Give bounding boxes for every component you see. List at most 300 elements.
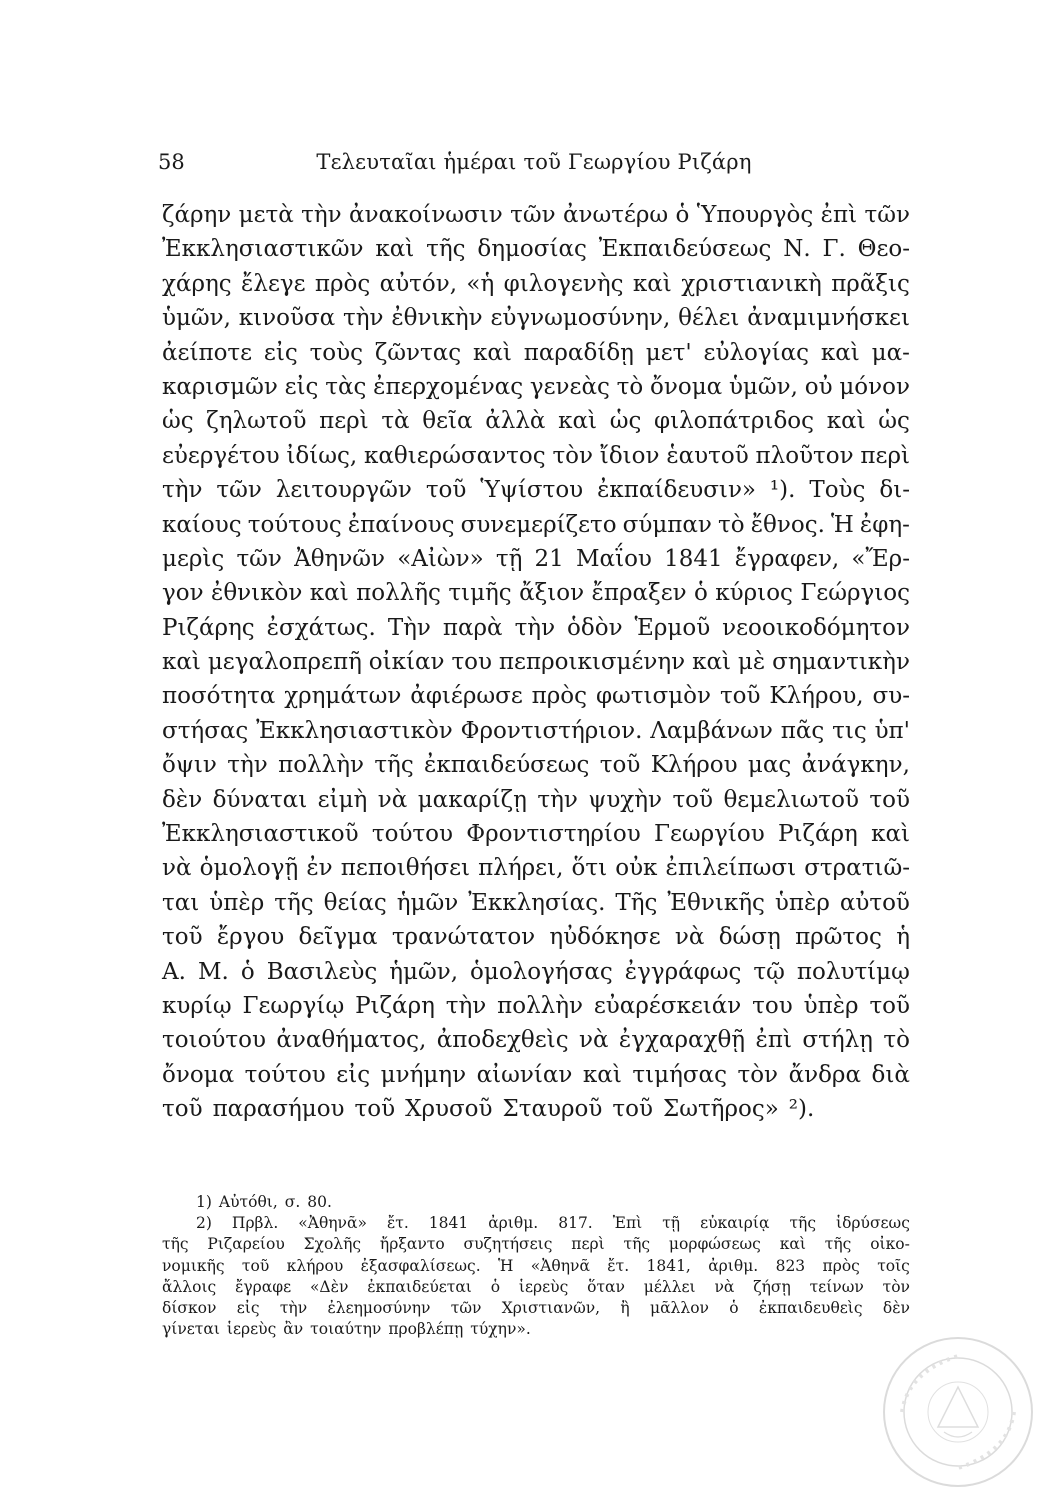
word: ἀνακοίνωσιν (349, 202, 503, 228)
word: ὡς (609, 408, 642, 435)
word: πολυτίμῳ (796, 958, 910, 985)
word: πρὸς (531, 683, 588, 710)
word: συνεμερίζετο (460, 511, 617, 538)
word: μας (747, 752, 792, 779)
word: δημοσίας (477, 236, 587, 263)
word: καὶ (309, 580, 349, 607)
word: Ἐθνικῆς (667, 889, 765, 916)
word: ὅταν (587, 1277, 625, 1296)
word: ὅτι (571, 855, 608, 882)
word: ὁ (240, 958, 255, 985)
word: ἂν (283, 1320, 304, 1339)
word: τοῦ (869, 992, 910, 1019)
word: νὰ (674, 924, 705, 951)
word: εἰς (336, 1061, 371, 1088)
word: μέλλει (643, 1277, 696, 1296)
word: ἀναθήματος, (276, 1027, 427, 1054)
text-line (162, 267, 910, 301)
word: Ἐκκλησίας. (468, 889, 606, 916)
word: ποσότητα (162, 683, 276, 710)
word: τὸν (737, 1061, 779, 1088)
word: ἴδιον (599, 442, 660, 469)
word: τιμῆς (448, 580, 512, 607)
word: τὰς (325, 373, 367, 400)
word: αὐτόν, (379, 270, 458, 297)
word: Ἐκπαιδεύσεως (598, 236, 772, 263)
word: του (752, 992, 793, 1019)
word: 1841 (664, 545, 723, 572)
word: εἰμὴ (317, 786, 368, 813)
word: ¹). (769, 477, 796, 504)
word: Ριζάρη (355, 992, 435, 1019)
word: ὑπὲρ (774, 889, 830, 916)
word: θείας (323, 889, 387, 916)
word: ἐσχάτως. (266, 614, 376, 641)
word: ἀποδεχθεὶς (436, 1027, 569, 1054)
text-line (162, 232, 910, 266)
word: μα- (871, 339, 910, 366)
word: τῆς (426, 236, 466, 263)
word: τις (832, 717, 867, 744)
word: τὸ (718, 511, 745, 538)
word: ἐκπαιδεύσεως (424, 752, 590, 779)
word: ὡς (162, 408, 194, 435)
word: ἀνωτέρω (562, 202, 669, 228)
word: Ἑρμοῦ (634, 614, 711, 641)
word: ἄνδρα (788, 1061, 861, 1088)
word: μεγαλοπρεπῆ (207, 649, 362, 676)
word: κινοῦσα (238, 305, 336, 332)
text-line (162, 1058, 910, 1092)
word: Μαΐου (575, 545, 652, 572)
word: Λαμβάνων (650, 717, 773, 744)
footnote-1 (162, 1192, 910, 1213)
word: τιμήσας (632, 1061, 727, 1088)
word: πεποιθήσει (340, 855, 471, 882)
word: οἰκίαν (368, 649, 445, 676)
word: χρημάτων (284, 683, 402, 710)
footnote-2-line (162, 1256, 910, 1277)
word: Σχολῆς (303, 1235, 362, 1254)
word: τοῦ (241, 1256, 270, 1275)
text-line (162, 404, 910, 438)
word: ἐγγράφως (624, 958, 742, 985)
word: ἱερεὺς (518, 1277, 569, 1296)
word: «Ἔρ- (851, 545, 910, 572)
word: ὑπὲρ (803, 992, 859, 1019)
word: περὶ (319, 408, 369, 435)
word: τῇ (495, 545, 523, 572)
word: Ριζαρείου (207, 1235, 285, 1254)
word: πρὸς (314, 270, 371, 297)
word: Ἡ (498, 1256, 514, 1275)
word: καὶ (871, 821, 910, 848)
word: καὶ (632, 270, 672, 297)
word: τὸ (616, 373, 644, 400)
word: ἐν (306, 855, 333, 882)
word: τῶν (864, 202, 910, 228)
word: παραδίδῃ (523, 339, 634, 366)
word: Γεώργιος (800, 580, 910, 607)
word: ἐπερχομένας (373, 373, 524, 400)
word: ἐφη- (859, 511, 910, 538)
word: Κλήρου (650, 752, 738, 779)
word: τοιούτου (162, 1027, 266, 1054)
word: νὰ (578, 1027, 609, 1054)
word: τῶν (450, 1298, 482, 1317)
word: ἔθνος. (750, 511, 825, 538)
word: στήσας (162, 717, 249, 744)
word: δι- (879, 477, 910, 504)
word: παρὰ (442, 614, 503, 641)
word: σημαντικὴν (772, 649, 910, 676)
word: τὴν (514, 614, 556, 641)
text-line (162, 645, 910, 679)
word: ἔλεγε (241, 270, 306, 297)
word: ὄνομα (650, 373, 723, 400)
word: τοῦ (599, 752, 641, 779)
word: του (451, 649, 493, 676)
word: Τὴν (387, 614, 431, 641)
word: «Δὲν (309, 1277, 349, 1296)
word: δίσκον (162, 1298, 217, 1317)
word: περὶ (860, 442, 910, 469)
word: ἐκπαίδευσιν» (597, 477, 756, 504)
word: δώσῃ (718, 924, 781, 951)
word: περὶ (571, 1235, 605, 1254)
word: χάρης (162, 270, 232, 297)
word: τῶν (510, 202, 556, 228)
word: καὶ (779, 1235, 806, 1254)
word: νὰ (162, 855, 192, 882)
word: γενεὰς (529, 373, 610, 400)
word: νεοοικοδόμητον (722, 614, 910, 641)
word: πρὸς (822, 1256, 860, 1275)
word: ζηλωτοῦ (206, 408, 307, 435)
word: Ν. (783, 236, 811, 263)
university-seal-stamp (878, 1332, 1038, 1492)
word: ται (162, 889, 200, 916)
word: τῆς (162, 1235, 189, 1254)
word: ὁ (675, 202, 690, 228)
word: ἐθνικὸν (210, 580, 303, 607)
word: αὐτοῦ (839, 889, 910, 916)
text-line (162, 1023, 910, 1057)
word: τῆς (374, 752, 414, 779)
word: τούτου (371, 821, 453, 848)
word: τούτου (244, 1061, 326, 1088)
word: «ἡ (466, 270, 495, 297)
word: ἡμῶν (396, 889, 459, 916)
word: πλοῦτον (755, 442, 854, 469)
word: ἐγχαραχθῇ (618, 1027, 746, 1054)
text-line (162, 783, 910, 817)
word: οὐκ (615, 855, 658, 882)
word: τῆς (824, 1235, 852, 1254)
word: καὶ (375, 236, 415, 263)
word: πεπροικισμένην (498, 649, 686, 676)
word: Θεο- (857, 236, 910, 263)
word: Φροντιστήριον. (460, 717, 643, 744)
word: μορφώσεως (668, 1235, 761, 1254)
word: στήλῃ (802, 1027, 873, 1054)
word: μνήμην (380, 1061, 467, 1088)
word: τοῦ (425, 477, 467, 504)
word: ἔπραξεν (591, 580, 687, 607)
word: ἡ (896, 924, 910, 951)
word: ὁ (729, 1298, 739, 1317)
word: μὲ (737, 649, 766, 676)
word: ἱερεὺς (226, 1320, 277, 1339)
word: καίους (162, 511, 242, 538)
word: Σταυροῦ (502, 1096, 603, 1123)
word: Ἐκκλησιαστικῶν (162, 236, 364, 263)
word: Ἡ (831, 511, 854, 538)
text-line (162, 1092, 910, 1126)
word: Γεωργίου (654, 821, 765, 848)
word: δὲν (162, 786, 203, 813)
text-line (162, 439, 910, 473)
word: χριστιανικὴ (681, 270, 822, 297)
word: 823 (775, 1256, 806, 1275)
word: ἐκπαιδεύεται (367, 1277, 472, 1296)
text-line (162, 542, 910, 576)
word: ἀναμιμνήσκει (747, 305, 910, 332)
word: ἐπαίνους (347, 511, 455, 538)
word: καὶ (582, 1061, 622, 1088)
word: νομικῆς (162, 1256, 225, 1275)
word: Χριστιανῶν, (501, 1298, 601, 1317)
word: ἐπὶ (820, 202, 858, 228)
word: θεμελιωτοῦ (723, 786, 859, 813)
word: πολλὴν (278, 752, 364, 779)
word: μετ' (645, 339, 692, 366)
word: τὸν (552, 442, 593, 469)
word: 21 (534, 545, 564, 572)
word: ὑμῶν, (162, 305, 231, 332)
word: τῶν (236, 545, 282, 572)
word: πλήρει, (478, 855, 564, 882)
word: εὐγνωμοσύνην, (490, 305, 671, 332)
body-text (162, 198, 910, 1127)
word: Χρυσοῦ (405, 1096, 493, 1123)
word: εὐλογίας (703, 339, 810, 366)
word: πολλὴν (497, 992, 584, 1019)
word: τὴν (537, 786, 578, 813)
word: καὶ (162, 649, 201, 676)
word: ἱδρύσεως (836, 1214, 910, 1233)
footnotes (162, 1192, 910, 1340)
text-line (162, 301, 910, 335)
word: τὸν (882, 1277, 910, 1296)
word: Πρβλ. (231, 1214, 279, 1233)
word: δὲν (882, 1298, 910, 1317)
word: ἔτ. (386, 1214, 409, 1233)
word: ὁμολογήσας (470, 958, 613, 985)
word: ἔγραφε (235, 1277, 292, 1296)
word: Γ. (822, 236, 846, 263)
word: 1) (196, 1193, 212, 1211)
word: τοῦ (869, 786, 910, 813)
footnote-2-line (162, 1234, 910, 1255)
word: σ. (284, 1193, 301, 1211)
word: ἢ (620, 1298, 630, 1317)
word: καὶ (692, 649, 732, 676)
word: ἔτ. (607, 1256, 630, 1275)
word: πρᾶξις (831, 270, 910, 297)
word: ἔγραφεν, (734, 545, 840, 572)
text-line (162, 473, 910, 507)
text-line (162, 198, 910, 232)
word: τὴν (279, 1298, 308, 1317)
word: τοῦ (162, 1096, 203, 1123)
word: ὁ (694, 580, 708, 607)
footnote-2-line (162, 1277, 910, 1298)
word: σύμπαν (622, 511, 712, 538)
word: Βασιλεὺς (266, 958, 378, 985)
word: αἰωνίαν (476, 1061, 573, 1088)
word: παρασήμου (212, 1096, 345, 1123)
word: ἐθνικὴν (391, 305, 483, 332)
word: 2) (196, 1214, 212, 1233)
word: ἰδίως, (286, 442, 358, 469)
word: μετὰ (238, 202, 294, 228)
word: 80. (307, 1193, 332, 1211)
text-line (162, 508, 910, 542)
word: τῆς (789, 1214, 816, 1233)
word: ἡμῶν, (389, 958, 459, 985)
word: «Ἀθηνᾶ» (298, 1214, 367, 1233)
word: «Αἰὼν» (397, 545, 484, 572)
word: πρῶτος (795, 924, 882, 951)
word: τοῦ (719, 683, 761, 710)
word: Ἐκκλησιαστικὸν (256, 717, 453, 744)
text-line (162, 370, 910, 404)
word: νὰ (377, 786, 408, 813)
word: φιλοπάτριδος (653, 408, 815, 435)
running-title: Τελευταῖαι ἡμέραι τοῦ Γεωργίου Ριζάρη (316, 150, 752, 174)
word: ψυχὴν (588, 786, 662, 813)
word: τοῦ (672, 786, 713, 813)
word: ἄλλοις (162, 1277, 217, 1296)
word: πᾶς (780, 717, 825, 744)
word: ἐπὶ (755, 1027, 792, 1054)
word: 817. (558, 1214, 593, 1233)
word: κύριος (715, 580, 793, 607)
word: Τῆς (615, 889, 658, 916)
footnote-2-line (162, 1213, 910, 1234)
word: τὰ (381, 408, 410, 435)
word: 1841, (646, 1256, 691, 1275)
word: συ- (872, 683, 910, 710)
word: προβλέπῃ (388, 1320, 464, 1339)
word: εἰς (284, 373, 319, 400)
word: τῶν (216, 477, 262, 504)
word: τοῖς (877, 1256, 910, 1275)
word: ἐλεημοσύνην (327, 1298, 431, 1317)
word: καρισμῶν (162, 373, 278, 400)
word: Ἀθηνῶν (294, 545, 386, 572)
word: τῆς (623, 1235, 651, 1254)
text-line (162, 714, 910, 748)
word: μερὶς (162, 545, 225, 572)
running-head (158, 150, 910, 190)
text-line (162, 611, 910, 645)
word: ὡς (878, 408, 910, 435)
word: ἐκπαιδευθεὶς (758, 1298, 863, 1317)
word: γίνεται (162, 1320, 220, 1339)
word: ἑαυτοῦ (666, 442, 749, 469)
word: κυρίῳ (162, 992, 232, 1019)
word: καὶ (473, 339, 512, 366)
footnote-2-line (162, 1319, 910, 1340)
word: ὄνομα (162, 1061, 235, 1088)
word: ὁδὸν (567, 614, 623, 641)
word: Ὑπουργὸς (696, 202, 814, 228)
word: 1841 (428, 1214, 469, 1233)
word: ὁμολογῇ (199, 855, 299, 882)
word: τύχην». (470, 1320, 531, 1339)
word: ὑπὲρ (209, 889, 265, 916)
text-line (162, 748, 910, 782)
footnote-2-line (162, 1298, 910, 1319)
text-line (162, 679, 910, 713)
text-line (162, 576, 910, 610)
word: Ἐκκλησιαστικοῦ (162, 821, 359, 848)
word: Ἐπὶ (612, 1214, 643, 1233)
word: ὄψιν (162, 752, 217, 779)
word: πολλῆς (356, 580, 441, 607)
word: τὴν (162, 477, 203, 504)
word: ἤρξαντο (379, 1235, 445, 1254)
word: τοιαύτην (310, 1320, 382, 1339)
word: μακαρίζῃ (417, 786, 527, 813)
text-line (162, 336, 910, 370)
word: τρανώτατον (391, 924, 536, 951)
page-number: 58 (158, 150, 185, 174)
word: ἀφιέρωσε (410, 683, 523, 710)
word: οἰκο- (870, 1235, 910, 1254)
word: μόνον (839, 373, 910, 400)
word: ὑμῶν, (728, 373, 798, 400)
word: εὐκαιρίᾳ (700, 1214, 770, 1233)
word: καθιερώσαντος (364, 442, 546, 469)
word: θεῖα (422, 408, 473, 435)
word: τοὺς (309, 339, 363, 366)
word: εὐαρέσκειάν (593, 992, 742, 1019)
word: ὑπ' (874, 717, 910, 744)
word: τῇ (662, 1214, 681, 1233)
word: ηὐδόκησε (549, 924, 661, 951)
word: Α. (162, 958, 186, 985)
word: ἄξιον (519, 580, 585, 607)
word: καὶ (820, 339, 860, 366)
word: Κλήρου, (769, 683, 864, 710)
word: μᾶλλον (650, 1298, 709, 1317)
word: Φροντιστηρίου (466, 821, 641, 848)
word: δεῖγμα (298, 924, 378, 951)
word: ἀείποτε (162, 339, 253, 366)
word: καὶ (826, 408, 866, 435)
word: Ριζάρη (778, 821, 858, 848)
text-line (162, 817, 910, 851)
word: κλήρου (286, 1256, 344, 1275)
word: Σωτῆρος» (662, 1096, 779, 1123)
word: ²). (788, 1096, 815, 1123)
word: δύναται (212, 786, 308, 813)
word: ἀριθμ. (488, 1214, 539, 1233)
word: Γεωργίῳ (242, 992, 345, 1019)
